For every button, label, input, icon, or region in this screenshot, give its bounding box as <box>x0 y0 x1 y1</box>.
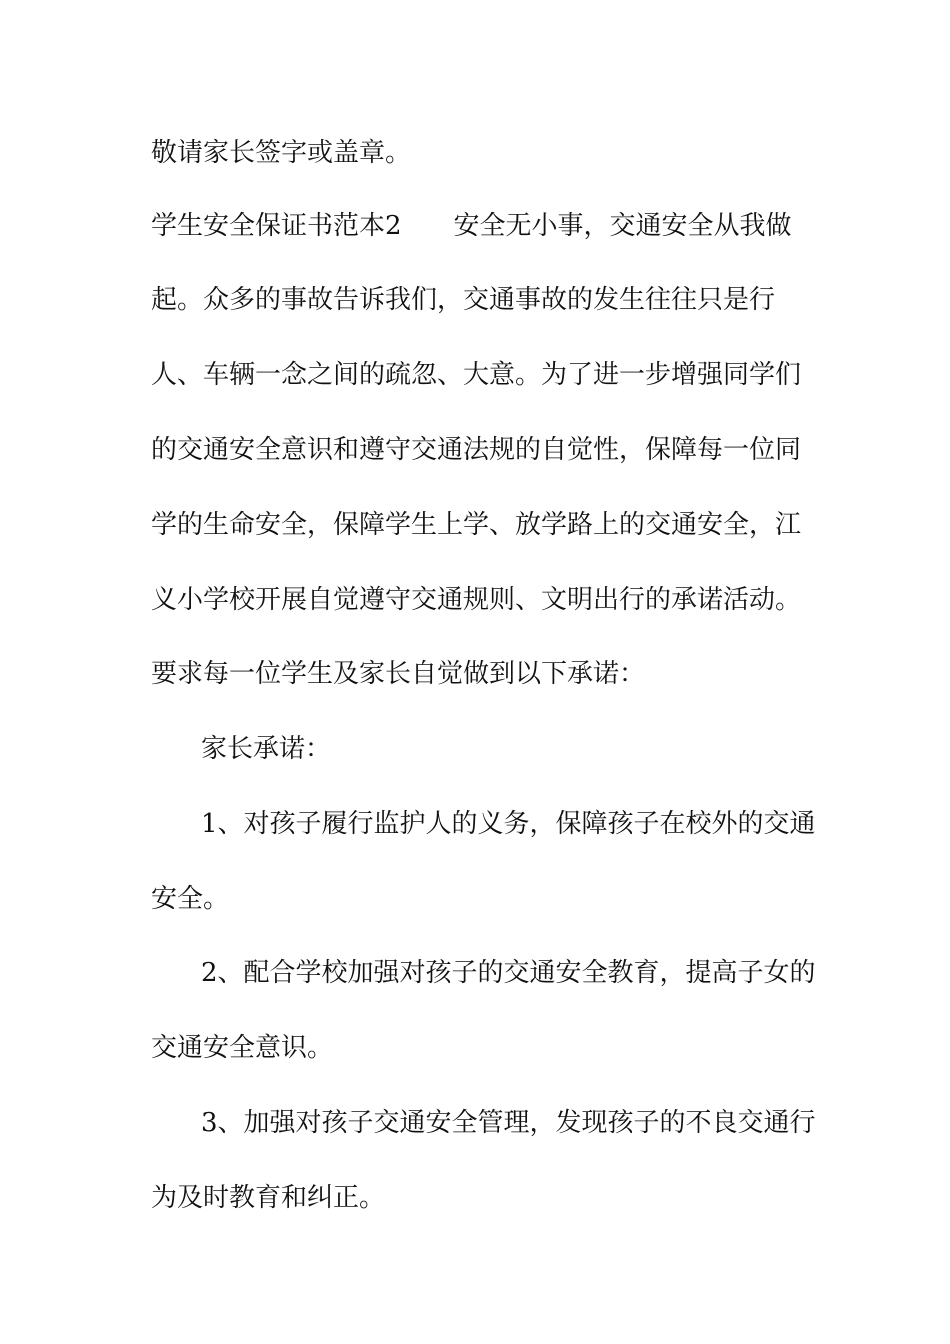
text-line-8: 要求每一位学生及家长自觉做到以下承诺： <box>151 659 646 689</box>
pledge-item-1: 1、对孩子履行监护人的义务，保障孩子在校外的交通 <box>201 809 816 839</box>
pledge-item-2-continued: 交通安全意识。 <box>151 1033 334 1063</box>
text-line-7: 义小学校开展自觉遵守交通规则、文明出行的承诺活动。 <box>151 585 802 615</box>
pledge-item-2: 2、配合学校加强对孩子的交通安全教育，提高子女的 <box>201 958 816 988</box>
pledge-item-3: 3、加强对孩子交通安全管理，发现孩子的不良交通行 <box>201 1108 816 1138</box>
pledge-item-3-continued: 为及时教育和纠正。 <box>151 1183 386 1213</box>
text-line-1: 敬请家长签字或盖章。 <box>151 138 412 168</box>
pledge-item-1-continued: 安全。 <box>151 884 230 914</box>
text-line-6: 学的生命安全，保障学生上学、放学路上的交通安全，江 <box>151 510 802 540</box>
section-heading-parent-pledge: 家长承诺： <box>201 734 332 764</box>
text-line-3: 起。众多的事故告诉我们，交通事故的发生往往只是行 <box>151 285 776 315</box>
text-line-2: 学生安全保证书范本2 安全无小事，交通安全从我做 <box>151 211 792 241</box>
text-line-5: 的交通安全意识和遵守交通法规的自觉性，保障每一位同 <box>151 435 802 465</box>
text-line-4: 人、车辆一念之间的疏忽、大意。为了进一步增强同学们 <box>151 360 802 390</box>
